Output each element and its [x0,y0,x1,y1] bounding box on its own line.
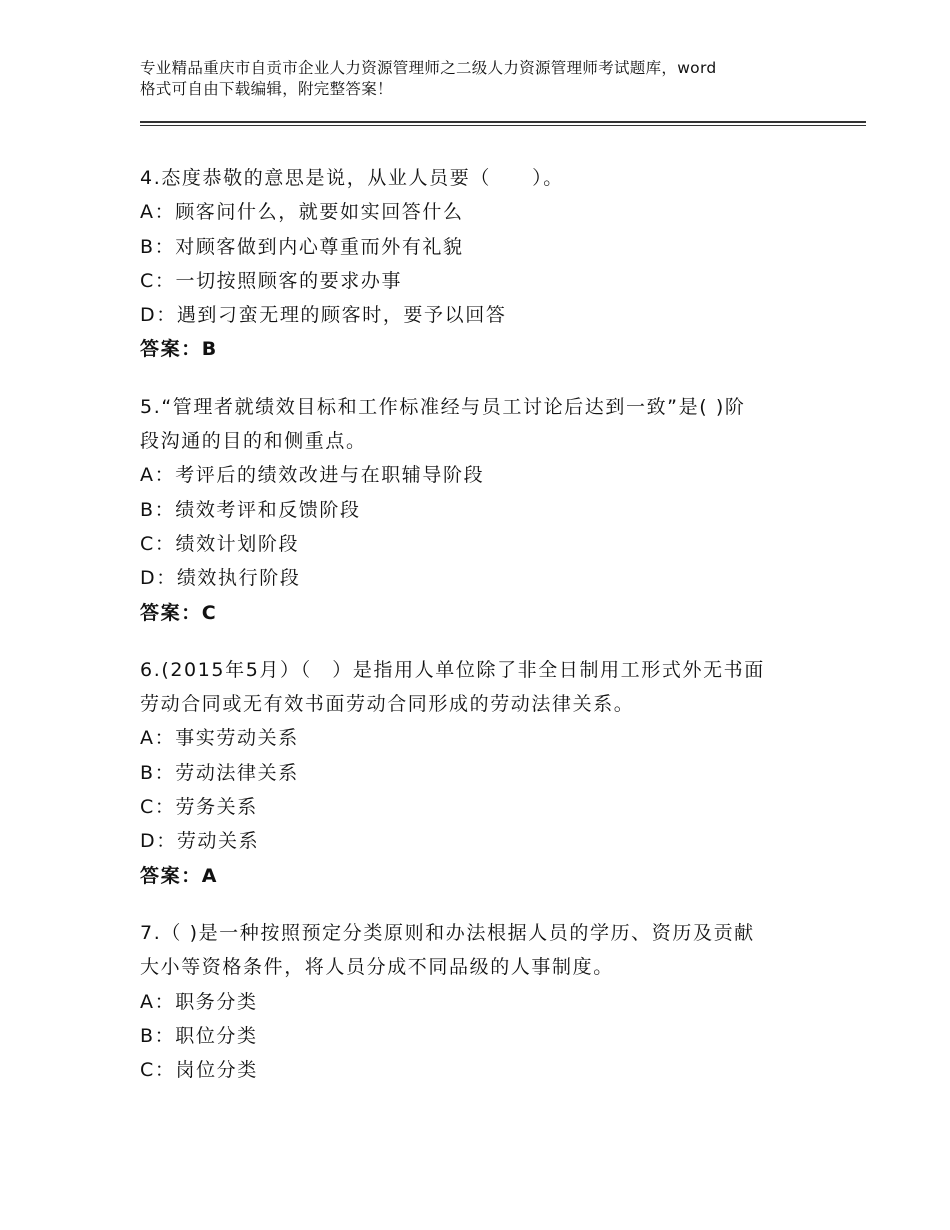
option-d: D：劳动关系 [140,830,260,853]
option-d: D：绩效执行阶段 [140,567,301,590]
header-divider-bottom [140,125,866,126]
question-list [140,161,820,1110]
option-d: D：遇到刁蛮无理的顾客时，要予以回答 [140,304,507,327]
question-stem-continued: 大小等资格条件，将人员分成不同品级的人事制度。 [140,956,614,979]
option-c: C：岗位分类 [140,1059,258,1082]
option-a: A：事实劳动关系 [140,727,299,750]
option-a: A：考评后的绩效改进与在职辅导阶段 [140,464,485,487]
header-divider-top [140,121,866,123]
option-c: C：劳务关系 [140,796,258,819]
question-7 [140,916,820,1087]
option-b: B：绩效考评和反馈阶段 [140,498,361,521]
answer: 答案：B [140,338,218,361]
question-4 [140,161,820,367]
document-header [140,58,840,100]
option-b: B：劳动法律关系 [140,761,299,784]
answer: 答案：A [140,864,219,887]
option-c: C：绩效计划阶段 [140,532,300,555]
question-6 [140,653,820,893]
question-5 [140,390,820,630]
question-stem: 6.(2015年5月）（ ）是指用人单位除了非全日制用工形式外无书面 [140,658,765,681]
question-stem: 7.（ )是一种按照预定分类原则和办法根据人员的学历、资历及贡献 [140,921,755,944]
question-stem-continued: 劳动合同或无有效书面劳动合同形成的劳动法律关系。 [140,693,635,716]
question-stem-continued: 段沟通的目的和侧重点。 [140,430,367,453]
option-c: C：一切按照顾客的要求办事 [140,269,403,292]
header-line-1: 专业精品重庆市自贡市企业人力资源管理师之二级人力资源管理师考试题库，word [140,59,717,77]
option-b: B：对顾客做到内心尊重而外有礼貌 [140,235,464,258]
option-a: A：职务分类 [140,990,258,1013]
option-b: B：职位分类 [140,1024,258,1047]
question-stem: 5.“管理者就绩效目标和工作标准经与员工讨论后达到一致”是( )阶 [140,395,746,418]
header-line-2: 格式可自由下载编辑，附完整答案！ [140,80,393,98]
answer: 答案：C [140,601,218,624]
question-stem: 4.态度恭敬的意思是说，从业人员要（ ）。 [140,167,564,189]
option-a: A：顾客问什么，就要如实回答什么 [140,201,464,224]
